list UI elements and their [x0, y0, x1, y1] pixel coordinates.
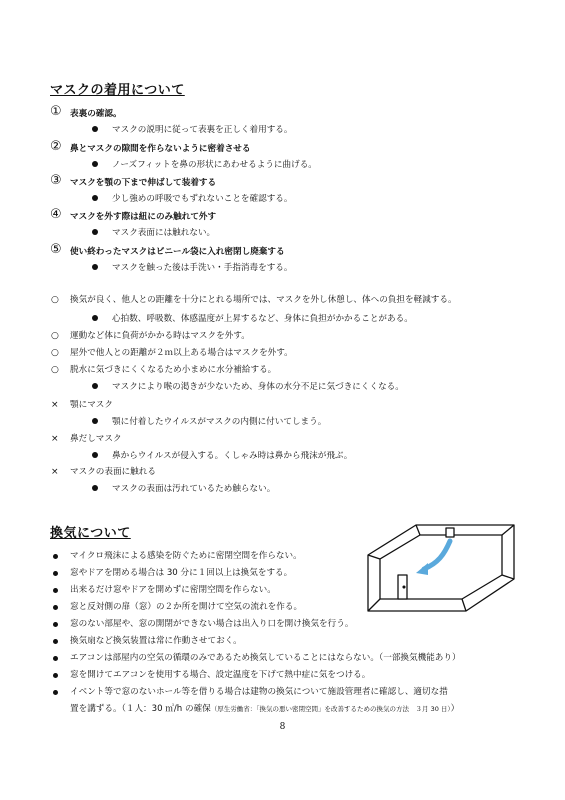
- ventilation-heading: 換気について: [50, 526, 131, 541]
- bullet-icon: [92, 161, 98, 167]
- item-number: ①: [50, 104, 62, 119]
- item-number: ④: [50, 207, 62, 222]
- bullet-icon: [53, 588, 58, 593]
- bad-practice-text: 顎にマスク: [70, 400, 113, 410]
- good-practice-detail: マスクにより喉の渇きが少ないため、身体の水分不足に気づきにくくなる。: [92, 381, 404, 393]
- ventilation-item: エアコンは部屋内の空気の循環のみであるため換気していることにはならない。（一部換気機能あり）: [70, 653, 461, 663]
- room-illustration: [366, 523, 516, 613]
- bad-practice-text: マスクの表面に触れる: [70, 467, 156, 477]
- bullet-icon: [53, 639, 58, 644]
- ventilation-item: 窓やドアを閉める場合は 30 分に１回以上は換気をする。: [70, 568, 293, 578]
- ventilation-item: 窓のない部屋や、窓の開閉ができない場合は出入り口を開け換気を行う。: [70, 619, 354, 629]
- bullet-icon: [92, 452, 98, 458]
- bullet-icon: [53, 673, 58, 678]
- bullet-icon: [92, 383, 98, 389]
- ventilation-item: 窓を開けてエアコンを使用する場合、設定温度を下げて熱中症に気をつける。: [70, 670, 371, 680]
- item-title: マスクを顎の下まで伸ばして装着する: [70, 178, 217, 188]
- good-practice-text: 換気が良く、他人との距離を十分にとれる場所では、マスクを外し休憩し、体への負担を軽減する。: [70, 295, 457, 305]
- bullet-icon: [53, 656, 58, 661]
- bullet-icon: [92, 126, 98, 132]
- item-detail: マスクを触った後は手洗い・手指消毒をする。: [92, 262, 292, 274]
- good-practice-text: 運動など体に負荷がかかる時はマスクを外す。: [70, 331, 250, 341]
- item-title: 表裏の確認。: [70, 109, 122, 119]
- ventilation-item: マイクロ飛沫による感染を防ぐために密閉空間を作らない。: [70, 551, 302, 561]
- bullet-icon: [92, 315, 98, 321]
- mask-heading: マスクの着用について: [50, 83, 185, 98]
- bullet-icon: [53, 571, 58, 576]
- item-title: 鼻とマスクの隙間を作らないように密着させる: [70, 144, 251, 154]
- cross-mark: ×: [51, 467, 59, 477]
- item-detail: 少し強めの呼吸でもずれないことを確認する。: [92, 193, 292, 205]
- good-practice-text: 屋外で他人との距離が２ｍ以上ある場合はマスクを外す。: [70, 348, 293, 358]
- circle-mark: ○: [51, 331, 59, 341]
- item-detail: マスクの説明に従って表裏を正しく着用する。: [92, 124, 292, 136]
- item-number: ②: [50, 139, 62, 154]
- ventilation-item: 窓と反対側の扉（窓）の２か所を開けて空気の流れを作る。: [70, 602, 303, 612]
- bullet-icon: [92, 195, 98, 201]
- item-detail: ノーズフィットを鼻の形状にあわせるように曲げる。: [92, 159, 317, 171]
- source-note: （厚生労働省：「換気の悪い密閉空間」を改善するための換気の方法 ３月 30 日）: [210, 705, 451, 713]
- circle-mark: ○: [51, 365, 59, 375]
- ventilation-item-continued: 置を講ずる。（１人：30 ㎥/h の確保（厚生労働省：「換気の悪い密閉空間」を改善するための換気の方法 ３月 30 日））: [70, 704, 460, 714]
- item-number: ③: [50, 173, 62, 188]
- good-practice-detail: 心拍数、呼吸数、体感温度が上昇するなど、身体に負担がかかることがある。: [92, 313, 413, 325]
- bad-practice-text: 鼻だしマスク: [70, 434, 122, 444]
- ventilation-item: 出来るだけ窓やドアを開めずに密閉空間を作らない。: [70, 585, 276, 595]
- bad-practice-detail: 顎に付着したウイルスがマスクの内側に付いてしまう。: [92, 416, 326, 428]
- page-number: 8: [279, 722, 286, 732]
- bad-practice-detail: 鼻からウイルスが侵入する。くしゃみ時は鼻から飛沫が飛ぶ。: [92, 450, 352, 462]
- cross-mark: ×: [51, 434, 59, 444]
- bullet-icon: [92, 264, 98, 270]
- cross-mark: ×: [51, 400, 59, 410]
- bullet-icon: [92, 418, 98, 424]
- bad-practice-detail: マスクの表面は汚れているため触らない。: [92, 483, 275, 495]
- circle-mark: ○: [51, 295, 59, 305]
- circle-mark: ○: [51, 348, 59, 358]
- item-title: マスクを外す際は紐にのみ触れて外す: [70, 212, 217, 222]
- bullet-icon: [92, 485, 98, 491]
- ventilation-item: イベント等で窓のないホール等を借りる場合は建物の換気について施設管理者に確認し、適切な措: [70, 687, 448, 697]
- bullet-icon: [53, 605, 58, 610]
- bullet-icon: [53, 554, 58, 559]
- item-number: ⑤: [50, 242, 62, 257]
- ventilation-item: 換気扇など換気装置は常に作動させておく。: [70, 636, 242, 646]
- bullet-icon: [92, 229, 98, 235]
- bullet-icon: [53, 622, 58, 627]
- item-title: 使い終わったマスクはビニール袋に入れ密閉し廃棄する: [70, 247, 285, 257]
- good-practice-text: 脱水に気づきにくくなるため小まめに水分補給する。: [70, 365, 277, 375]
- item-detail: マスク表面には触れない。: [92, 227, 215, 239]
- bullet-icon: [53, 690, 58, 695]
